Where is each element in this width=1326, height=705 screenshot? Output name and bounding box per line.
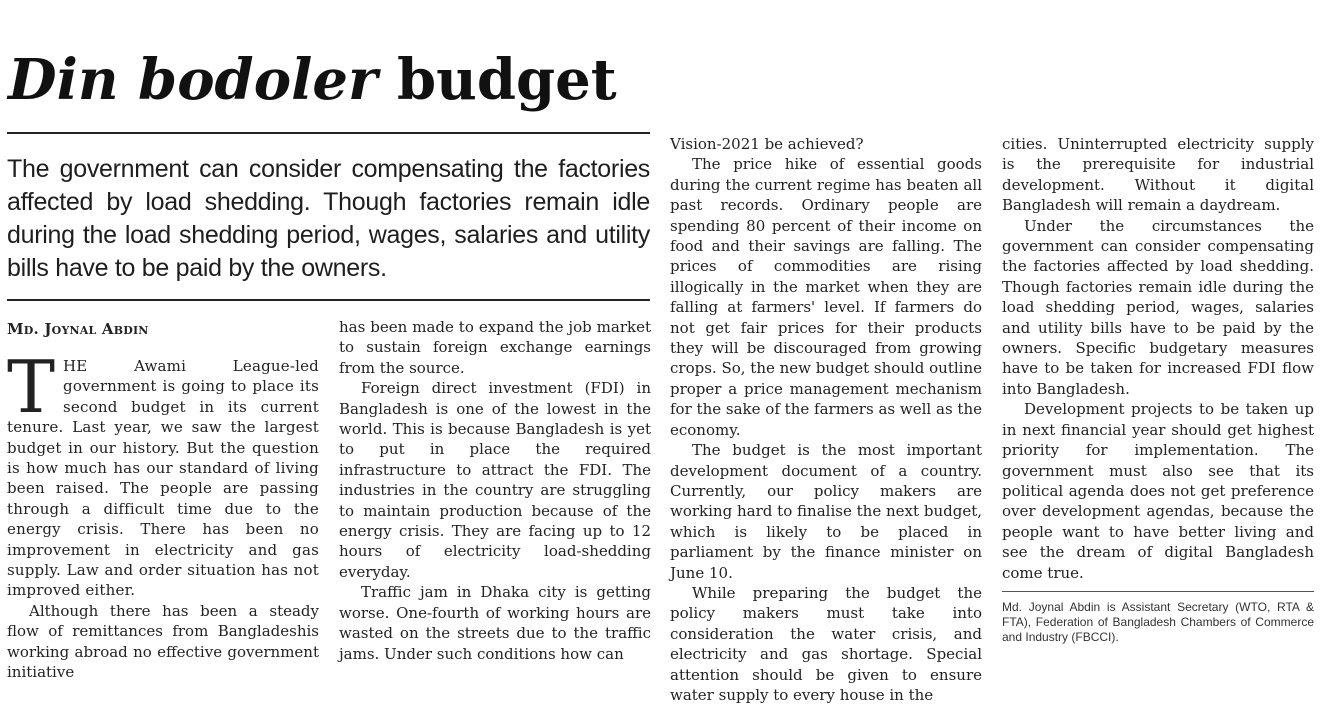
column-3: [670, 134, 982, 704]
deck-text: The government can consider compensating the factories affected by load shedding. Though factories remain idle during the load shedding period, wages, salaries and utility bills have to be paid by the owners.: [7, 155, 650, 282]
deck-bottom-rule: [7, 299, 650, 301]
column-4: [1002, 134, 1314, 651]
col2-paragraph-3: Traffic jam in Dhaka city is getting worse. One-fourth of working hours are wasted on the streets due to the traffic jams. Under such conditions how can: [339, 583, 651, 663]
byline: Md. Joynal Abdin: [7, 320, 149, 338]
headline: [8, 44, 617, 116]
col4-paragraph-3: Development projects to be taken up in next financial year should get highest priority for implementation. The government must also see that its political agenda does not get preference over development agendas, because the people want to have better living and see the dream of digital Bangladesh come true.: [1002, 400, 1314, 582]
drop-cap: T: [7, 345, 56, 429]
col1-paragraph-1: HE Awami League-led government is going to place its second budget in its current tenure. Last year, we saw the largest budget in our history. But the question is how much has our standard of living been raised. The people are passing through a difficult time due to the energy crisis. There has been no improvement in electricity and gas supply. Law and order situation has not improved either.: [7, 357, 319, 600]
col2-paragraph-1: has been made to expand the job market to sustain foreign exchange earnings from the source.: [339, 318, 651, 377]
col3-paragraph-3: The budget is the most important development document of a country. Currently, our policy makers are working hard to finalise the next budget, which is likely to be placed in parliament by the finance minister on June 10.: [670, 441, 982, 582]
deck-top-rule: [7, 132, 650, 134]
col1-paragraph-2: Although there has been a steady flow of remittances from Bangladeshis working abroad no effective government initiative: [7, 601, 319, 682]
headline-roman: budget: [396, 46, 617, 113]
headline-italic: Din bodoler: [8, 46, 378, 113]
column-2: [339, 317, 651, 663]
col2-paragraph-2: Foreign direct investment (FDI) in Bangladesh is one of the lowest in the world. This is because Bangladesh is yet to put in place the required infrastructure to attract the FDI. The industries in the country are struggling to maintain production because of the energy crisis. They are facing up to 12 hours of electricity load-shedding everyday.: [339, 379, 651, 581]
author-footnote: Md. Joynal Abdin is Assistant Secretary (WTO, RTA & FTA), Federation of Bangladesh Chambers of Commerce and Industry (FBCCI).: [1002, 591, 1314, 645]
col3-paragraph-1: Vision-2021 be achieved?: [670, 135, 864, 153]
col3-paragraph-2: The price hike of essential goods during the current regime has beaten all past records. Ordinary people are spending 80 percent of their income on food and their savings are falling. The prices of commodities are rising illogically in the market when they are falling at farmers' level. If farmers do not get fair prices for their products they will be discouraged from growing crops. So, the new budget should outline proper a price management mechanism for the sake of the farmers as well as the economy.: [670, 155, 982, 439]
col3-paragraph-4: While preparing the budget the policy makers must take into consideration the water crisis, and electricity and gas shortage. Special attention should be given to ensure water supply to every house in the: [670, 583, 982, 704]
col4-paragraph-1: cities. Uninterrupted electricity supply is the prerequisite for industrial development. Without it digital Bangladesh will remain a daydream.: [1002, 135, 1314, 215]
column-1: [7, 345, 319, 682]
col4-paragraph-2: Under the circumstances the government can consider compensating the factories affected by load shedding. Though factories remain idle during the load shedding period, wages, salaries and utility bills have to be paid by the owners. Specific budgetary measures have to be taken for increased FDI flow into Bangladesh.: [1002, 216, 1314, 398]
